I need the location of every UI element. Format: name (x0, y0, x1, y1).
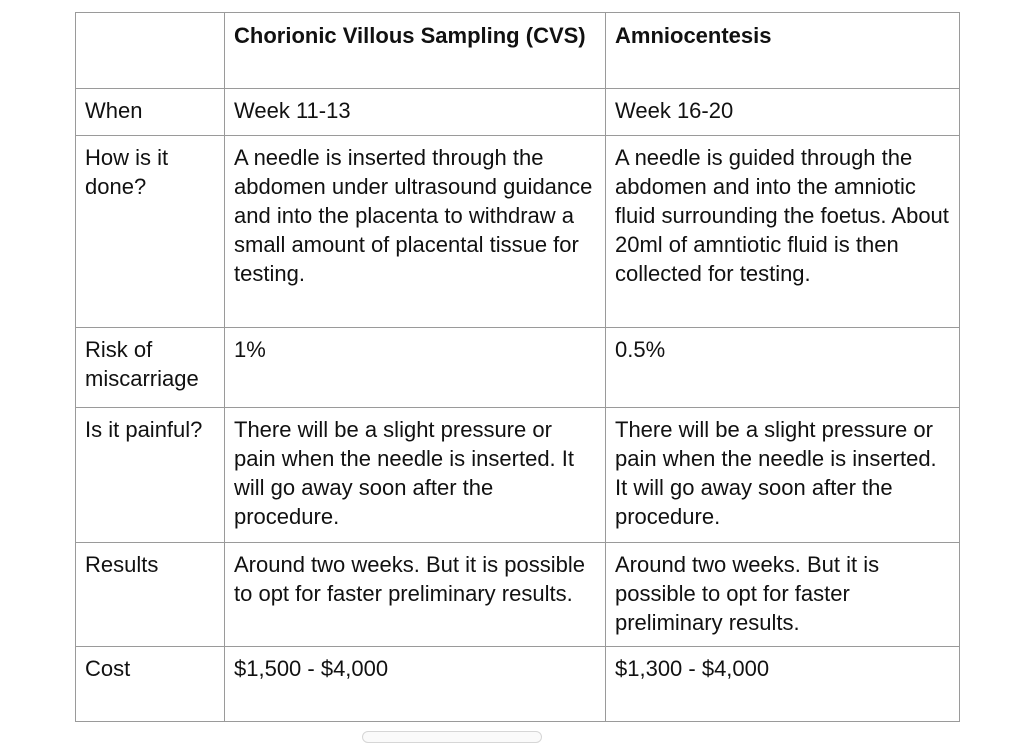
row-label-when: When (76, 89, 225, 136)
table-row-when (76, 89, 960, 136)
header-cvs: Chorionic Villous Sampling (CVS) (225, 13, 606, 89)
row-label-results: Results (76, 543, 225, 647)
table-row-risk (76, 328, 960, 408)
table-row-cost (76, 647, 960, 722)
amnio-pain-cell: There will be a slight pressure or pain when the needle is inserted. It will go away soon after the procedure. (606, 408, 960, 543)
amnio-risk-cell: 0.5% (606, 328, 960, 408)
row-label-cost: Cost (76, 647, 225, 722)
table-header-row (76, 13, 960, 89)
table-row-results (76, 543, 960, 647)
row-label-pain: Is it painful? (76, 408, 225, 543)
header-amniocentesis: Amniocentesis (606, 13, 960, 89)
comparison-table (75, 12, 960, 722)
cvs-when-cell: Week 11-13 (225, 89, 606, 136)
amnio-how-cell: A needle is guided through the abdomen and into the amniotic fluid surrounding the foetus. About 20ml of amntiotic fluid is then collected for testing. (606, 136, 960, 328)
row-label-how: How is it done? (76, 136, 225, 328)
table-row-pain (76, 408, 960, 543)
amnio-cost-cell: $1,300 - $4,000 (606, 647, 960, 722)
header-empty-cell (76, 13, 225, 89)
cvs-results-cell: Around two weeks. But it is possible to opt for faster preliminary results. (225, 543, 606, 647)
cvs-cost-cell: $1,500 - $4,000 (225, 647, 606, 722)
row-label-risk: Risk of miscarriage (76, 328, 225, 408)
amnio-results-cell: Around two weeks. But it is possible to opt for faster preliminary results. (606, 543, 960, 647)
cvs-risk-cell: 1% (225, 328, 606, 408)
cvs-how-cell: A needle is inserted through the abdomen under ultrasound guidance and into the placenta to withdraw a small amount of placental tissue for testing. (225, 136, 606, 328)
bottom-tab-handle (362, 731, 542, 743)
amnio-when-cell: Week 16-20 (606, 89, 960, 136)
table-row-how (76, 136, 960, 328)
cvs-pain-cell: There will be a slight pressure or pain when the needle is inserted. It will go away soon after the procedure. (225, 408, 606, 543)
